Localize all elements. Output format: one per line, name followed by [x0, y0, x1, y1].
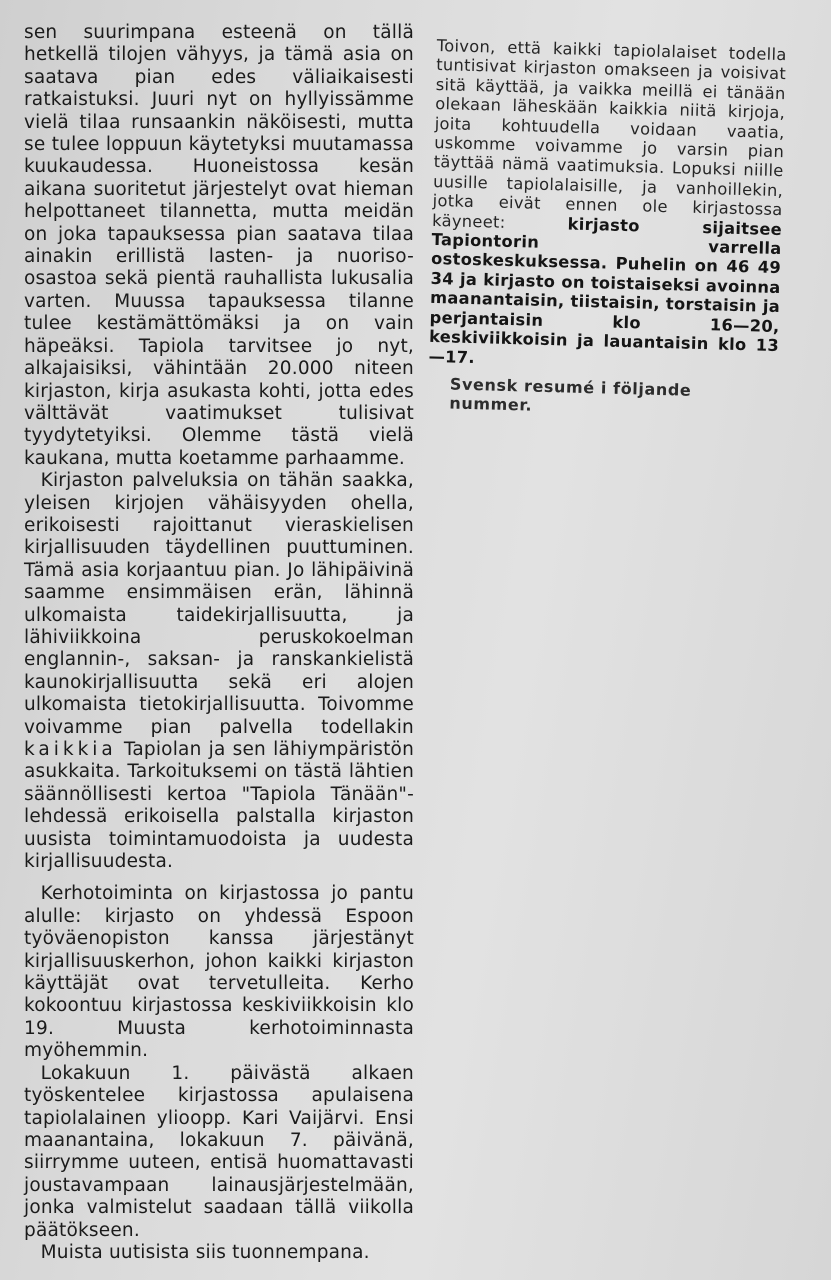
paragraph-closing: Muista uutisista siis tuonnempana.	[40, 1241, 370, 1263]
library-address-hours: kirjasto sijaitsee Tapiontorin varrella ostoskeskuksessa. Puhelin on 46 49 34 ja kirjasto on toistaiseksi avoinna maanantaisin, tiistaisin, torstaisin ja perjantaisin klo 16—20, keskiviikkoisin ja lauantaisin klo 13—17.	[428, 214, 783, 367]
left-text-column	[24, 22, 414, 1264]
right-text-column	[427, 36, 787, 422]
paragraph-library-info-text: Toivon, että kaikki tapiolalaiset todella tuntisivat kirjaston omakseen ja voisivat sitä käyttää, ja vaikka meillä ei tänään olekaan läheskään kaikkia niitä kirjoja, joita kohtuudella voidaan vaatia, uskomme voivamme jo varsin pian täyttää nämä vaatimuksia. Lopuksi niille uusille tapiolalaisille, ja vanhoillekin, jotka eivät ennen ole kirjastossa käyneet:	[431, 36, 787, 232]
paragraph-library-info	[428, 36, 787, 375]
paragraph-library-space: sen suurimpana esteenä on tällä hetkellä tilojen vähyys, ja tämä asia on saatava pian edes väliaikaisesti ratkaistuksi. Juuri nyt on hyllyissämme vielä tilaa runsaankin näköisesti, mutta se tulee loppuun käytetyksi muutamassa kuukaudessa. Huoneistossa kesän aikana suoritetut järjestelyt ovat hieman helpottaneet tilannetta, mutta meidän on joka tapauksessa pian saatava tilaa ainakin erillistä lasten- ja nuoriso-osastoa sekä pientä rauhallista lukusalia varten. Muussa tapauksessa tilanne tulee kestämättömäksi ja on vain häpeäksi. Tapiola tarvitsee jo nyt, alkajaisiksi, vähintään 20.000 niteen kirjaston, kirja asukasta kohti, jotta edes välttävät vaatimukset tulisivat tyydytetyiksi. Olemme tästä vielä kaukana, mutta koetamme parhaamme.	[24, 22, 414, 469]
paragraph-foreign-literature	[24, 470, 414, 873]
emphasized-word: kaikkia	[24, 739, 117, 760]
paragraph-club-activity: Kerhotoiminta on kirjastossa jo pantu alulle: kirjasto on yhdessä Espoon työväenopiston kanssa järjestänyt kirjallisuuskerhon, johon kaikki kirjaston käyttäjät ovat tervetulleita. Kerho kokoontuu kirjastossa keskiviikkoisin klo 19. Muusta kerhotoiminnasta myöhemmin.	[24, 883, 414, 1062]
paragraph-foreign-literature-text: Kirjaston palveluksia on tähän saakka, yleisen kirjojen vähäisyyden ohella, erikoisesti rajoittanut vieraskielisen kirjallisuuden täydellinen puuttuminen. Tämä asia korjaantuu pian. Jo lähipäivinä saamme ensimmäisen erän, lähinnä ulkomaista taidekirjallisuutta, ja lähiviikkoina peruskokoelman englannin-, saksan- ja ranskankielistä kaunokirjallisuutta sekä eri alojen ulkomaista tietokirjallisuutta. Toivomme voivamme pian palvella todellakin	[24, 470, 414, 738]
paragraph-staff-news: Lokakuun 1. päivästä alkaen työskentelee kirjastossa apulaisena tapiolalainen ylioopp. Kari Vaijärvi. Ensi maanantaina, lokakuun 7. päivänä, siirrymme uuteen, entisä huomattavasti joustavampaan lainausjärjestelmään, jonka valmistelut saadaan tällä viikolla päätökseen.	[24, 1062, 414, 1241]
paragraph-foreign-literature-end: Tapiolan ja sen lähiympäristön asukkaita. Tarkoituksemi on tästä lähtien säännöllisesti kertoa "Tapiola Tänään"-lehdessä erikoisella palstalla kirjaston uusista toimintamuodoista ja uudesta kirjallisuudesta.	[24, 739, 414, 873]
swedish-resume-note: Svensk resumé i följande nummer.	[449, 374, 692, 415]
